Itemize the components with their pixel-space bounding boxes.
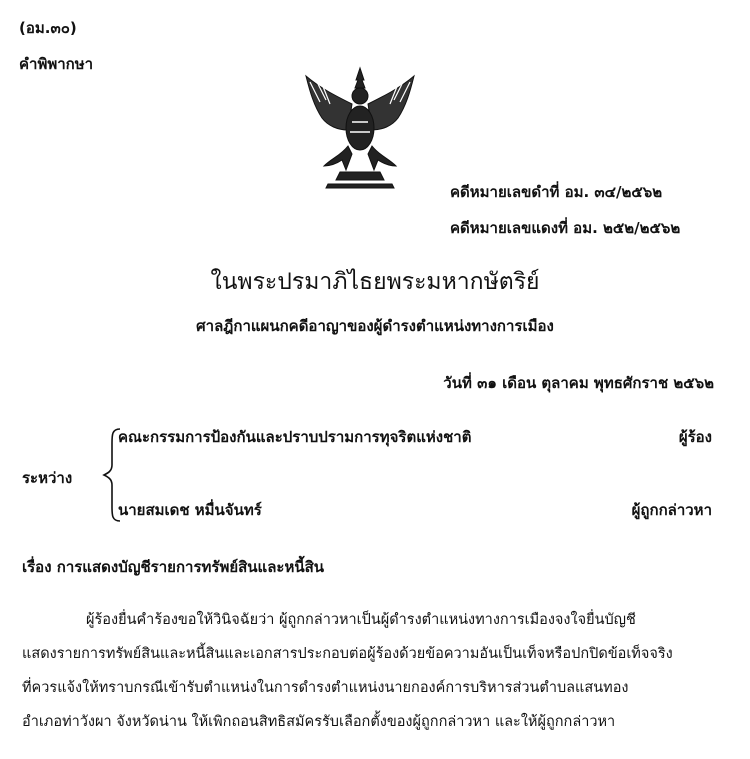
document-type: คำพิพากษา <box>19 55 94 73</box>
court-name: ศาลฎีกาแผนกคดีอาญาของผู้ดำรงตำแหน่งทางการเมือง <box>196 317 554 335</box>
black-case-number: คดีหมายเลขดำที่ อม. ๓๔/๒๕๖๒ <box>450 183 663 201</box>
royal-invocation: ในพระปรมาภิไธยพระมหากษัตริย์ <box>210 269 540 295</box>
plaintiff-role: ผู้ร้อง <box>678 428 712 446</box>
garuda-emblem-icon <box>300 66 420 190</box>
subject-line: เรื่อง การแสดงบัญชีรายการทรัพย์สินและหนี้สิน <box>22 558 324 576</box>
between-label: ระหว่าง <box>22 469 73 487</box>
body-line: แสดงรายการทรัพย์สินและหนี้สินและเอกสารประกอบต่อผู้ร้องด้วยข้อความอันเป็นเท็จหรือปกปิดข้อเท็จจริง <box>22 646 673 662</box>
defendant-name: นายสมเดช หมื่นจันทร์ <box>118 501 262 519</box>
defendant-role: ผู้ถูกกล่าวหา <box>631 501 712 519</box>
body-line: ที่ควรแจ้งให้ทราบกรณีเข้ารับตำแหน่งในการดำรงตำแหน่งนายกองค์การบริหารส่วนตำบลแสนทอง <box>22 680 629 696</box>
plaintiff-name: คณะกรรมการป้องกันและปราบปรามการทุจริตแห่งชาติ <box>118 428 472 446</box>
body-line: ผู้ร้องยื่นคำร้องขอให้วินิจฉัยว่า ผู้ถูกกล่าวหาเป็นผู้ดำรงตำแหน่งทางการเมืองจงใจยื่นบัญชี <box>86 612 636 628</box>
judgment-body <box>22 603 730 739</box>
judgment-date: วันที่ ๓๑ เดือน ตุลาคม พุทธศักราช ๒๕๖๒ <box>443 374 714 392</box>
body-line: อำเภอท่าวังผา จังหวัดน่าน ให้เพิกถอนสิทธิสมัครรับเลือกตั้งของผู้ถูกกล่าวหา และให้ผู้ถูกกล่าวหา <box>22 714 616 730</box>
red-case-number: คดีหมายเลขแดงที่ อม. ๒๕๒/๒๕๖๒ <box>450 219 681 237</box>
form-code: (อม.๓๐) <box>19 19 77 37</box>
